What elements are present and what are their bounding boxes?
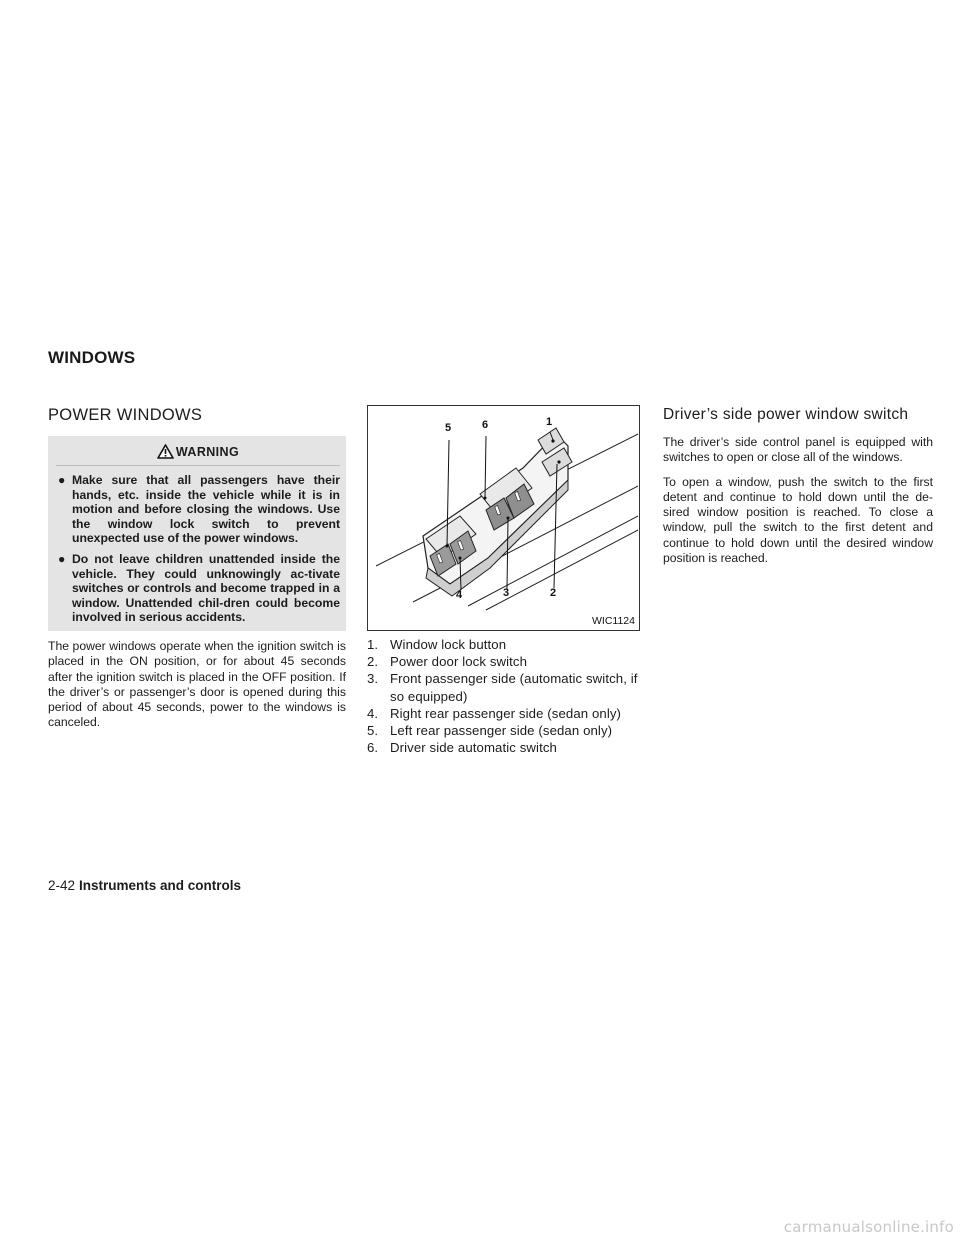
callout-label: 2 <box>550 587 557 599</box>
figure-legend <box>367 636 640 756</box>
driver-switch-column <box>663 405 933 575</box>
warning-item <box>56 552 340 625</box>
list-item <box>367 670 640 704</box>
page-number: 2-42 <box>48 878 76 893</box>
callout-label: 5 <box>445 422 452 434</box>
callout-label: 1 <box>546 416 553 428</box>
legend-number: 5. <box>367 723 379 739</box>
power-windows-column <box>48 405 346 740</box>
legend-text: Window lock button <box>390 637 507 652</box>
watermark: carmanualsonline.info <box>783 1218 954 1236</box>
driver-switch-paragraph: The driver’s side control panel is equipped with switches to open or close all of the windows. <box>663 435 933 465</box>
driver-switch-title: Driver’s side power window switch <box>663 406 909 423</box>
legend-number: 6. <box>367 740 379 756</box>
legend-number: 1. <box>367 637 379 652</box>
bullet-icon: ● <box>58 473 66 487</box>
legend-number: 4. <box>367 705 379 721</box>
list-item <box>367 739 640 756</box>
legend-text: Power door lock switch <box>390 654 528 670</box>
power-windows-body: The power windows operate when the ignition switch is placed in the ON position, or for about 45 seconds after the ignition switch is placed in the OFF position. If the driver’s or passenger’s door is opened during this period of about 45 seconds, power to the windows is canceled. <box>48 638 346 730</box>
warning-item-text: Make sure that all passengers have their hands, etc. inside the vehicle while it is in motion and before closing the windows. Use the window lock switch to prevent unexpected use of the power windows. <box>72 473 340 546</box>
callout-label: 4 <box>456 589 463 601</box>
list-item <box>367 705 640 722</box>
list-item <box>367 722 640 739</box>
section-heading: WINDOWS <box>48 348 136 367</box>
list-item <box>367 653 640 670</box>
warning-box <box>48 436 346 631</box>
warning-header <box>56 442 340 466</box>
driver-switch-paragraph: To open a window, push the switch to the first detent and continue to hold down until the de-sired window position is reached. To close a window, pull the switch to the first detent and continue to hold down until the desired window position is reached. <box>663 474 933 566</box>
window-switch-figure <box>367 405 640 631</box>
callout-label: 3 <box>503 587 510 599</box>
legend-text: Right rear passenger side (sedan only) <box>390 705 622 721</box>
figure-code: WIC1124 <box>592 615 635 627</box>
figure-column <box>367 405 640 756</box>
bullet-icon: ● <box>58 551 66 566</box>
list-item <box>367 636 640 653</box>
warning-item-text: Do not leave children unattended inside the vehicle. They could unknowingly ac-tivate switches or controls and become trapped in a window. Unattended chil-dren could become involved in serious accidents. <box>72 551 340 625</box>
legend-number: 3. <box>367 671 379 687</box>
legend-text: Driver side automatic switch <box>390 740 557 756</box>
legend-text: Left rear passenger side (sedan only) <box>390 723 613 739</box>
page-footer <box>48 878 241 893</box>
legend-number: 2. <box>367 654 379 670</box>
warning-triangle-icon <box>157 444 174 459</box>
warning-label: WARNING <box>175 445 240 459</box>
chapter-title: Instruments and controls <box>79 878 242 893</box>
power-windows-title: POWER WINDOWS <box>48 406 203 424</box>
warning-item <box>56 473 340 546</box>
legend-text: Front passenger side (automatic switch, if so equipped) <box>390 671 638 704</box>
callout-label: 6 <box>482 419 489 431</box>
